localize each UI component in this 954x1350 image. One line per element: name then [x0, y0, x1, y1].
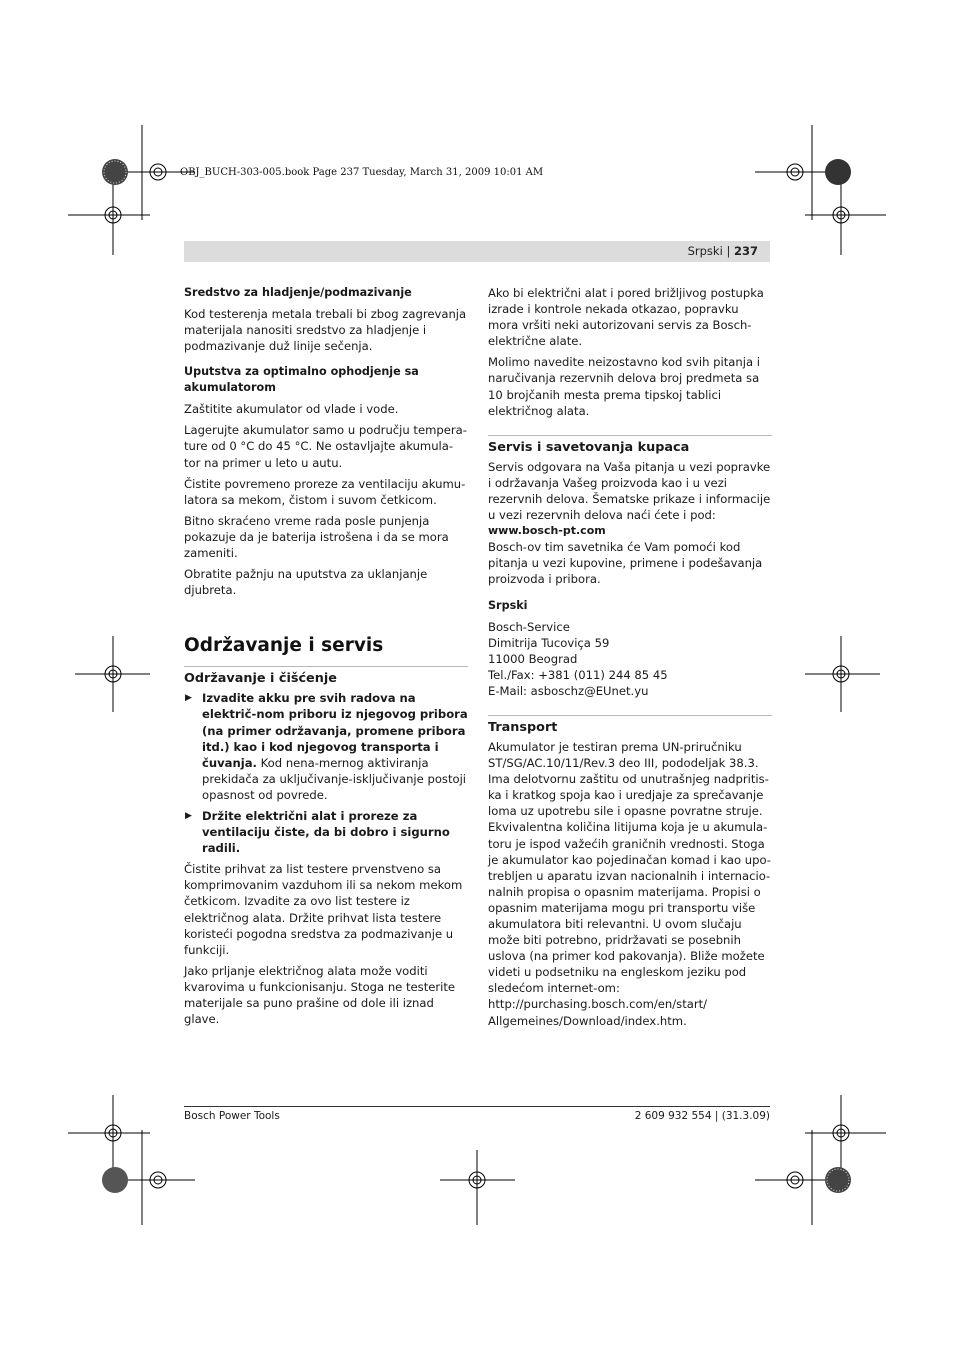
maintenance-paragraph: Čistite prihvat za list testere prvenstveno sa komprimovanim vazduhom ili sa nekom mekom četkicom. Izvadite za ovo list testere iz električnog alata. Držite prihvat lista testere koristeći pogodna sredstva za podmazivanje u funkciji.: [184, 862, 463, 957]
triangle-right-icon: ▶: [185, 693, 192, 704]
page-number: 237: [733, 244, 758, 258]
bullet-text: Kod nena-mernog aktiviranja prekidača za uključivanje-isključivanje postoji opasnost od povrede.: [202, 755, 467, 802]
repair-paragraph: Ako bi električni alat i pored brižljivog postupka izrade i kontrole nekada otkazao, popravku mora vršiti neki autorizovani servis za Bosch-električne alate.: [488, 286, 764, 349]
section-title: Održavanje i servis: [184, 635, 384, 657]
transport-heading: Transport: [488, 715, 772, 736]
footer-brand: Bosch Power Tools: [184, 1110, 280, 1122]
header-separator: |: [726, 244, 731, 258]
right-column: [488, 285, 772, 1034]
footer-rule: [184, 1106, 770, 1107]
left-column: [184, 285, 468, 1032]
print-info: OBJ_BUCH-303-005.book Page 237 Tuesday, March 31, 2009 10:01 AM: [180, 167, 544, 178]
coolant-text: Kod testerenja metala trebali bi zbog zagrevanja materijala nanositi sredstvo za hladjenje i podmazivanje duž linije sečenja.: [184, 307, 467, 354]
address-block: [488, 619, 772, 699]
footer-doc-number: 2 609 932 554 | (31.3.09): [634, 1110, 770, 1122]
service-heading: Servis i savetovanja kupaca: [488, 435, 772, 456]
transport-paragraph: Akumulator je testiran prema UN-priručniku ST/SG/AC.10/11/Rev.3 deo III, pododeljak 38.3. Ima delotvornu zaštitu od unutrašnjeg nadpritis-ka i kratkog spoja kao i uredjaje za sprečavanje loma uz upotrebu sile i opasne povratne struje. Ekvivalentna količina litijuma koja je u akumula-toru je ispod važećih graničnih vrednosti. Stoga je akumulator kao pojedinačan komad i kao upo-trebljen u aparatu izvan nacionalnih i internacio-nalnih propisa o opasnim materijama. Propisi o opasnim materijama mogu pri transportu više akumulatora biti relevantni. U ovom slučaju može biti potrebno, pridržavati se posebnih uslova (na primer kod pakovanja). Bliže možete videti u podsetniku na engleskom jeziku pod sledećom internet-om: http://purchasing.bosch.com/en/start/ Allgemeines/Download/index.htm.: [488, 739, 771, 1028]
address-line: Bosch-Service: [488, 619, 570, 634]
service-paragraph: Servis odgovara na Vaša pitanja u vezi popravke i održavanja Vašeg proizvoda kao i u vezi rezervnih delova. Šematske prikaze i informacije u vezi rezervnih delova naći ćete i pod:: [488, 459, 771, 523]
repair-paragraph: Molimo navedite neizostavno kod svih pitanja i naručivanja rezervnih delova broj predmeta sa 10 brojčanih mesta prema tipskoj tablici električnog alata.: [488, 355, 760, 418]
address-line: 11000 Beograd: [488, 651, 578, 666]
battery-paragraph: Obratite pažnju na uputstva za uklanjanje djubreta.: [184, 567, 428, 598]
service-paragraph: Bosch-ov tim savetnika će Vam pomoći kod pitanja u vezi kupovine, primene i podešavanja proizvoda i pribora.: [488, 540, 763, 587]
safety-bullet: [184, 690, 468, 803]
address-line: E-Mail: asboschz@EUnet.yu: [488, 683, 649, 698]
service-url: www.bosch-pt.com: [488, 524, 606, 538]
maintenance-heading: Održavanje i čišćenje: [184, 666, 468, 687]
safety-bullet: [184, 808, 468, 856]
triangle-right-icon: ▶: [185, 810, 192, 821]
battery-heading: Uputstva za optimalno ophodjenje sa akumulatorom: [184, 365, 419, 395]
address-line: Tel./Fax: +381 (011) 244 85 45: [488, 667, 668, 682]
running-header: [184, 241, 770, 262]
battery-paragraph: Čistite povremeno proreze za ventilaciju akumu-latora sa mekom, čistom i suvom četkicom.: [184, 476, 466, 507]
maintenance-paragraph: Jako prljanje električnog alata može voditi kvarovima u funkcionisanju. Stoga ne testerite materijale sa puno prašine od dole ili iznad glave.: [184, 963, 456, 1027]
header-text: [688, 244, 758, 258]
battery-paragraph: Lagerujte akumulator samo u području tempera-ture od 0 °C do 45 °C. Ne ostavljajte akumula-tor na primer u leto u autu.: [184, 423, 467, 470]
address-line: Dimitrija Tucoviça 59: [488, 635, 610, 650]
country-heading: Srpski: [488, 598, 528, 612]
bullet-bold-text: Držite električni alat i proreze za ventilaciju čiste, da bi dobro i sigurno radili.: [202, 808, 450, 856]
battery-paragraph: Bitno skraćeno vreme rada posle punjenja pokazuje da je baterija istrošena i da se mora zameniti.: [184, 513, 449, 561]
header-language: Srpski: [687, 244, 723, 258]
battery-paragraph: Zaštitite akumulator od vlade i vode.: [184, 402, 399, 417]
coolant-heading: Sredstvo za hladjenje/podmazivanje: [184, 286, 412, 299]
bullet-bold-text: Izvadite akku pre svih radova na električ-nom priboru iz njegovog pribora (na primer održavanja, promene pribora itd.) kao i kod njegovog transporta i čuvanja.: [202, 691, 468, 770]
